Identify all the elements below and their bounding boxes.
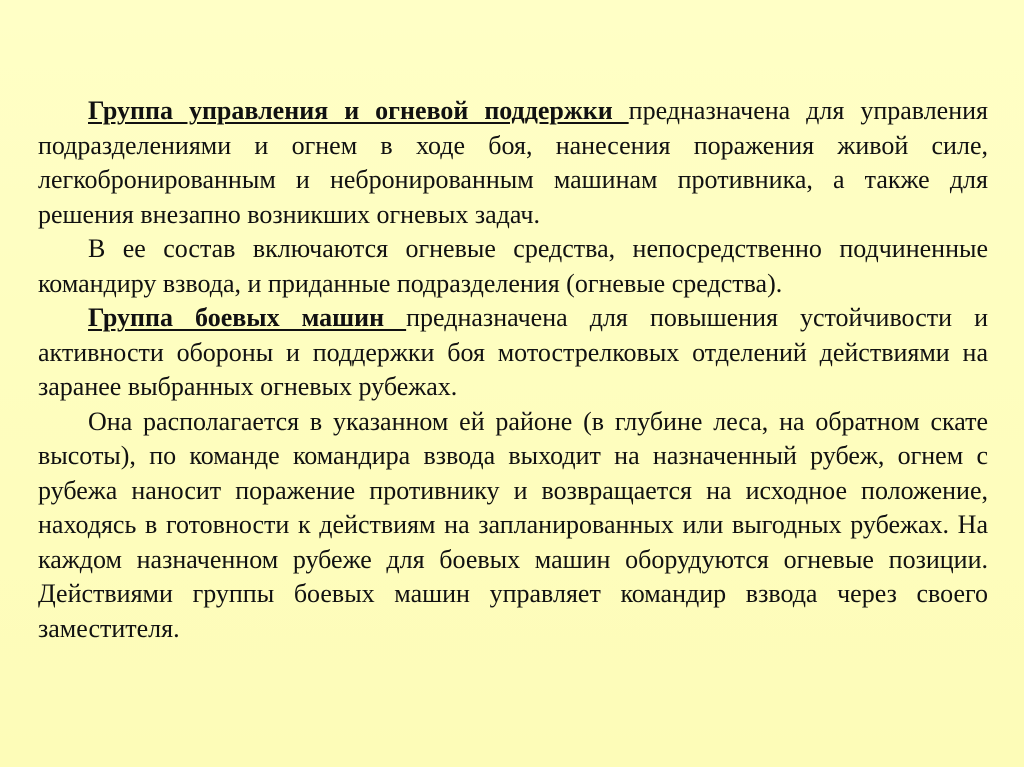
paragraph-composition — [38, 232, 988, 301]
paragraph-combat-vehicles-group — [38, 301, 988, 405]
paragraph-deployment — [38, 405, 988, 647]
paragraph-text: предназначена для управления подразделениями и огнем в ходе боя, нанесения поражения живой силе, легкобронированным и небронированным машинам противника, а также для решения внезапно возникших огневых задач. — [38, 96, 989, 229]
paragraph-text: предназначена для повышения устойчивости и активности обороны и поддержки боя мотострелковых отделений действиями на заранее выбранных огневых рубежах. — [38, 303, 988, 401]
paragraph-control-fire-support-group — [38, 94, 988, 232]
paragraph-text: Она располагается в указанном ей районе (в глубине леса, на обратном скате высоты), по команде командира взвода выходит на назначенный рубеж, огнем с рубежа наносит поражение противнику и возвращается на исходное положение, находясь в готовности к действиям на запланированных или выгодных рубежах. На каждом назначенном рубеже для боевых машин оборудуются огневые позиции. Действиями группы боевых машин управляет командир взвода через своего заместителя. — [38, 406, 988, 643]
paragraph-text: В ее состав включаются огневые средства, непосредственно подчиненные командиру взвода, и приданные подразделения (огневые средства). — [38, 234, 988, 298]
slide-text — [38, 94, 988, 646]
term-combat-vehicles-group: Группа боевых машин — [88, 303, 407, 332]
term-control-fire-support-group: Группа управления и огневой поддержки — [88, 96, 629, 125]
